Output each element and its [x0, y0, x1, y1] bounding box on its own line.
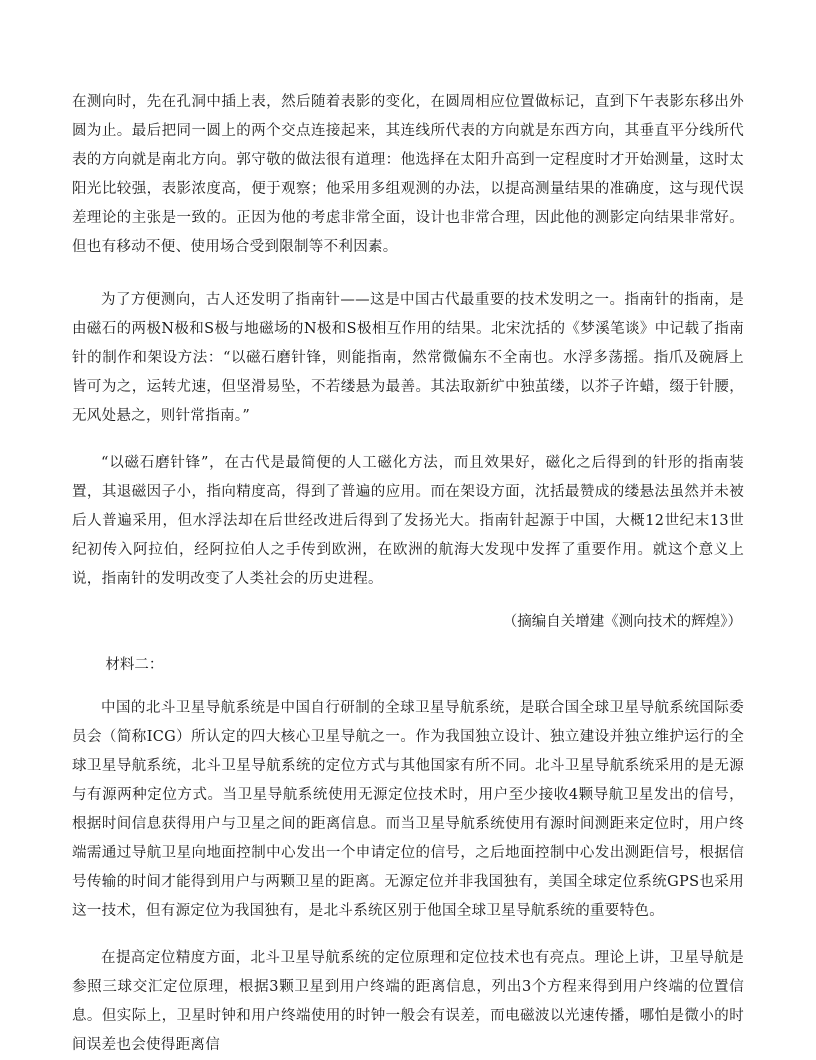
material-two-paragraph-2: 在提高定位精度方面，北斗卫星导航系统的定位原理和定位技术也有亮点。理论上讲，卫星导航是参照三球交汇定位原理，根据3颗卫星到用户终端的距离信息，列出3个方程来得到用户终端的位置信息。但实际上，卫星时钟和用户终端使用的时钟一般会有误差，而电磁波以光速传播，哪怕是微小的时间误差也会使得距离信: [72, 950, 744, 1053]
material-two-paragraph-1: 中国的北斗卫星导航系统是中国自行研制的全球卫星导航系统，是联合国全球卫星导航系统国际委员会（简称ICG）所认定的四大核心卫星导航之一。作为我国独立设计、独立建设并独立维护运行的全球卫星导航系统，北斗卫星导航系统的定位方式与其他国家有所不同。北斗卫星导航系统采用的是无源与有源两种定位方式。当卫星导航系统使用无源定位技术时，用户至少接收4颗导航卫星发出的信号，根据时间信息获得用户与卫星之间的距离信息。而当卫星导航系统使用有源时间测距来定位时，用户终端需通过导航卫星向地面控制中心发出一个申请定位的信号，之后地面控制中心发出测距信号，根据信号传输的时间才能得到用户与两颗卫星的距离。无源定位并非我国独有，美国全球定位系统GPS也采用这一技术，但有源定位为我国独有，是北斗系统区别于他国全球卫星导航系统的重要特色。: [72, 700, 744, 919]
document-page: [72, 88, 744, 1060]
section-label-material-two: 材料二：: [105, 657, 164, 673]
material-one-paragraph-2: 为了方便测向，古人还发明了指南针——这是中国古代最重要的技术发明之一。指南针的指南，是由磁石的两极N极和S极与地磁场的N极和S极相互作用的结果。北宋沈括的《梦溪笔谈》中记载了指南针的制作和架设方法：“以磁石磨针锋，则能指南，然常微偏东不全南也。水浮多荡摇。指爪及碗唇上皆可为之，运转尤速，但坚滑易坠，不若缕悬为最善。其法取新纩中独茧缕，以芥子许蜡，缀于针腰，无风处悬之，则针常指南。”: [72, 292, 744, 424]
material-one-paragraph-3: “以磁石磨针锋”，在古代是最简便的人工磁化方法，而且效果好，磁化之后得到的针形的指南装置，其退磁因子小，指向精度高，得到了普遍的应用。而在架设方面，沈括最赞成的缕悬法虽然并未被后人普遍采用，但水浮法却在后世经改进后得到了发扬光大。指南针起源于中国，大概12世纪末13世纪初传入阿拉伯，经阿拉伯人之手传到欧洲，在欧洲的航海大发现中发挥了重要作用。就这个意义上说，指南针的发明改变了人类社会的历史进程。: [72, 455, 744, 587]
source-citation: （摘编自关增建《测向技术的辉煌》）: [502, 614, 742, 630]
material-one-paragraph-1: 在测向时，先在孔洞中插上表，然后随着表影的变化，在圆周相应位置做标记，直到下午表影东移出外圆为止。最后把同一圆上的两个交点连接起来，其连线所代表的方向就是东西方向，其垂直平分线所代表的方向就是南北方向。郭守敬的做法很有道理：他选择在太阳升高到一定程度时才开始测量，这时太阳光比较强，表影浓度高，便于观察；他采用多组观测的办法，以提高测量结果的准确度，这与现代误差理论的主张是一致的。正因为他的考虑非常全面，设计也非常合理，因此他的测影定向结果非常好。但也有移动不便、使用场合受到限制等不利因素。: [72, 94, 744, 255]
